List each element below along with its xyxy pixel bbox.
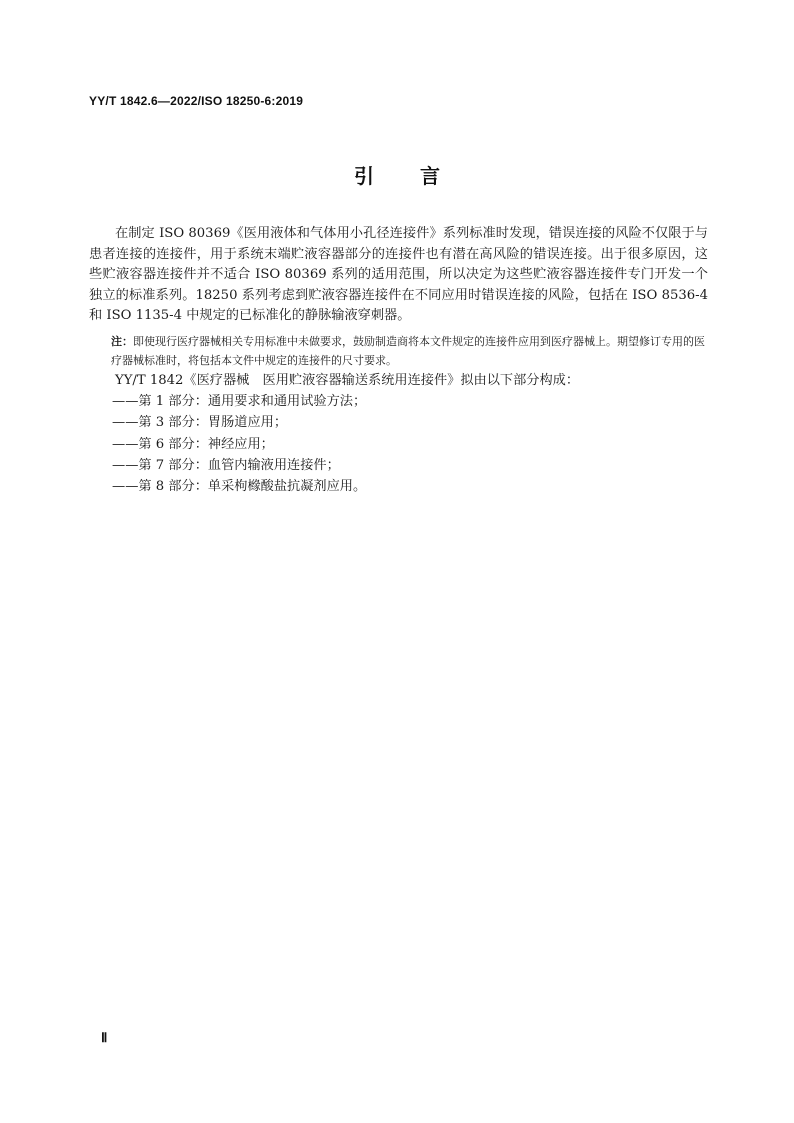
intro-paragraph: 在制定 ISO 80369《医用液体和气体用小孔径连接件》系列标准时发现，错误连接的风险不仅限于与患者连接的连接件，用于系统末端贮液容器部分的连接件也有潜在高风险的错误连接。出于很多原因，这些贮液容器连接件并不适合 ISO 80369 系列的适用范围，所以决定为这些贮液容器连接件专门开发一个独立的标准系列。18250 系列考虑到贮液容器连接件在不同应用时错误连接的风险，包括在 ISO 8536-4 和 ISO 1135-4 中规定的已标准化的静脉输液穿刺器。: [89, 226, 708, 324]
parts-list: [89, 370, 708, 497]
part-item-8: ——第 8 部分：单采枸橼酸盐抗凝剂应用。: [112, 479, 367, 495]
note-text: 即使现行医疗器械相关专用标准中未做要求，鼓励制造商将本文件规定的连接件应用到医疗器械上。期望修订专用的医疗器械标准时，将包括本文件中规定的连接件的尺寸要求。: [111, 335, 705, 367]
part-item-3: ——第 3 部分：胃肠道应用；: [112, 415, 288, 431]
title-char-1: 引: [354, 164, 374, 188]
part-item-6: ——第 6 部分：神经应用；: [112, 436, 274, 452]
note-label: 注：: [111, 335, 133, 348]
standard-code-header: YY/T 1842.6—2022/ISO 18250-6:2019: [89, 94, 304, 108]
note: [111, 332, 707, 370]
page-number: Ⅱ: [101, 1030, 108, 1045]
parts-intro: YY/T 1842《医疗器械 医用贮液容器输送系统用连接件》拟由以下部分构成：: [115, 373, 580, 388]
part-item-1: ——第 1 部分：通用要求和通用试验方法；: [112, 394, 367, 410]
part-item-7: ——第 7 部分：血管内输液用连接件；: [112, 457, 340, 473]
page-title: [0, 160, 794, 189]
title-char-2: 言: [420, 164, 440, 188]
